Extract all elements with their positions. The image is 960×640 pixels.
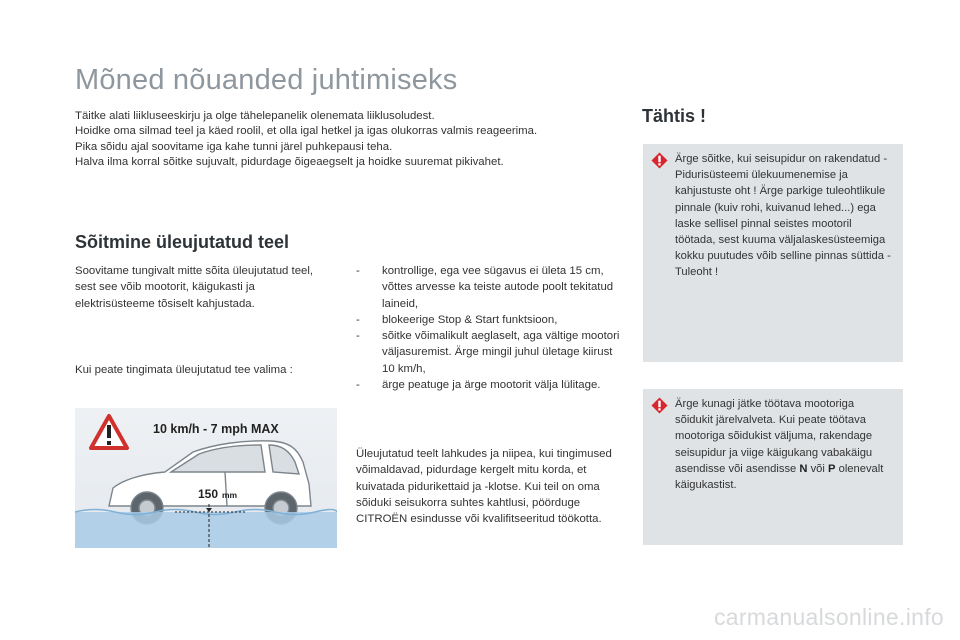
gear-n-label: N (799, 462, 808, 475)
page-title: Mõned nõuanded juhtimiseks (75, 64, 458, 96)
notice-text-part: Ärge kunagi jätke töötava mootoriga sõidukit järelvalveta. Kui peate töötava mootoriga sõidukist väljuma, rakendage seisupidur ja viige käigukang vabakäigu asendisse või asendisse (675, 398, 873, 475)
water-depth-unit: mm (222, 490, 238, 500)
exclamation-warning-icon (651, 152, 668, 169)
intro-line: Hoidke oma silmad teel ja käed roolil, et olla igal hetkel ja igas olukorras valmis reageerima. (75, 125, 538, 138)
bullet-dash: - (356, 313, 360, 326)
list-item (356, 263, 626, 312)
list-item (356, 377, 626, 393)
car-in-water-drawing (75, 408, 337, 548)
intro-line: Täitke alati liikluseeskirju ja olge tähelepanelik olenemata liiklusoludest. (75, 110, 435, 122)
flooded-road-illustration (75, 408, 337, 548)
after-flood-text: Üleujutatud teelt lahkudes ja niipea, kui tingimused võimaldavad, pidurdage kergelt mitu korda, et kuivatada pidurikettaid ja -klotse. Kui teil on oma sõiduki seisukorra suhtes kahtlusi, pöörduge CITROËN esindusse või kvalifitseeritud töökotta. (356, 448, 612, 526)
intro-line: Pika sõidu ajal soovitame iga kahe tunni järel puhkepausi teha. (75, 140, 393, 153)
car-outline (109, 441, 311, 524)
water-depth-value: 150 (198, 487, 219, 501)
gear-p-label: P (828, 462, 836, 475)
notice-text (675, 396, 893, 493)
flooded-condition-text: Kui peate tingimata üleujutatud tee valima : (75, 364, 293, 376)
exclamation-warning-icon (651, 397, 668, 414)
notice-text: Ärge sõitke, kui seisupidur on rakendatud - Pidurisüsteemi ülekuumenemise ja kahjustuste oht ! Ärge parkige tuleohtlikule pinnale (kuiv rohi, kuivanud lehed...) ega laske sellisel pinnal seistes mootoril töötada, sest kuuma väljalaskesüsteemiga kokku puutudes võib selline pinnas süttida - Tuleoht ! (675, 153, 891, 279)
notice-text-part: või (807, 462, 829, 475)
list-item-text: blokeerige Stop & Start funktsioon, (382, 313, 558, 326)
running-engine-notice (643, 389, 903, 545)
list-item-text: sõitke võimalikult aeglaselt, aga vältige mootori väljasuremist. Ärge mingil juhul ületage kiirust 10 km/h, (382, 330, 620, 375)
bullet-dash: - (356, 265, 360, 277)
flooded-road-heading: Sõitmine üleujutatud teel (75, 232, 290, 252)
parking-brake-notice (643, 144, 903, 362)
list-item-text: ärge peatuge ja ärge mootorit välja lülitage. (382, 379, 601, 392)
bullet-dash: - (356, 379, 360, 392)
list-item-text: kontrollige, ega vee sügavus ei ületa 15 cm, võttes arvesse ka teiste autode poolt tekitatud laineid, (382, 265, 614, 310)
bullet-dash: - (356, 330, 360, 343)
intro-text (75, 109, 635, 170)
list-item (356, 328, 626, 377)
intro-line: Halva ilma korral sõitke sujuvalt, pidurdage õigeaegselt ja hoidke suuremat pikivahet. (75, 155, 504, 168)
notice-text-part: olenevalt käigukastist. (675, 462, 884, 492)
water-surface (75, 512, 337, 548)
speed-limit-label: 10 km/h - 7 mph MAX (153, 422, 279, 436)
site-watermark: carmanualsonline.info (713, 604, 944, 630)
warning-triangle-icon (91, 416, 127, 448)
flooded-warning-text: Soovitame tungivalt mitte sõita üleujutatud teel, sest see võib mootorit, käigukasti ja elektrisüsteeme tõsiselt kahjustada. (75, 265, 314, 310)
flooded-instructions-list (356, 263, 626, 393)
important-heading: Tähtis ! (642, 106, 707, 126)
list-item (356, 312, 626, 328)
